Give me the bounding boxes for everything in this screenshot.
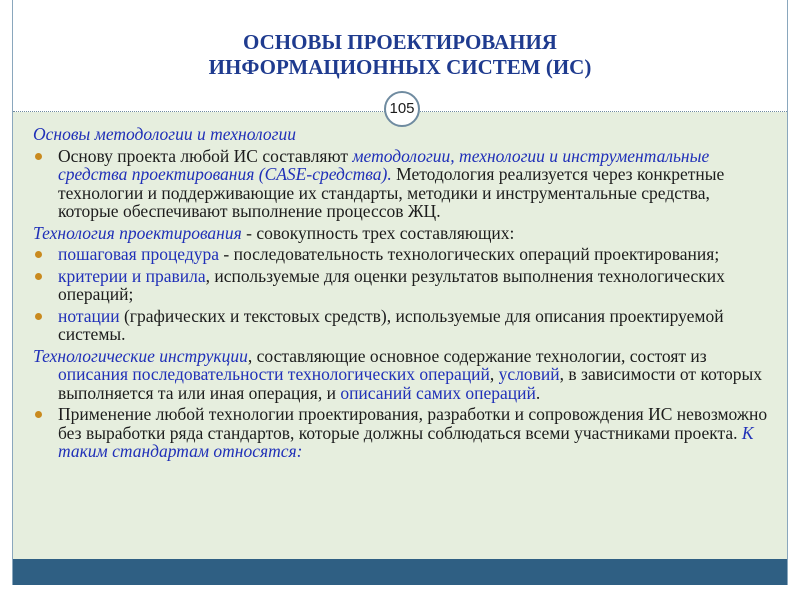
paragraph-highlight: условий <box>498 364 560 384</box>
bullet-dot-icon <box>35 313 42 320</box>
section-heading-text: Основы методологии и технологии <box>33 124 296 144</box>
bullet-highlight: критерии и правила <box>58 265 206 286</box>
bullet-text: , используемые для оценки результатов выполнения технологических операций; <box>58 265 725 304</box>
slide-title <box>12 30 788 80</box>
bullet-text: Применение любой технологии проектирования, разработки и сопровождения ИС невозможно без выработки ряда стандартов, которые должны соблюдаться всеми участниками проекта. <box>58 404 768 443</box>
bullet-item <box>33 307 768 344</box>
slide-content <box>13 112 787 559</box>
bullet-text: (графических и текстовых средств), используемые для описания проектируемой системы. <box>58 305 724 344</box>
page-number: 105 <box>389 100 415 117</box>
section-heading <box>33 125 768 144</box>
bullet-highlight: пошаговая процедура <box>58 244 220 264</box>
paragraph <box>33 347 768 403</box>
title-line-2: ИНФОРМАЦИОННЫХ СИСТЕМ (ИС) <box>208 55 592 79</box>
bullet-text: - последовательность технологических операций проектирования; <box>219 244 720 264</box>
bullet-dot-icon <box>35 153 42 160</box>
page-number-badge <box>384 91 420 127</box>
bullet-item <box>33 405 768 461</box>
paragraph-text: - совокупность трех составляющих: <box>241 222 515 243</box>
bullet-item <box>33 147 768 221</box>
paragraph-text: , в зависимости от которых выполняется та или иная операция, и <box>58 364 763 403</box>
paragraph-text: , составляющие основное содержание технологии, состоят из <box>247 345 707 366</box>
bullet-text: Основу проекта любой ИС составляют <box>58 145 353 166</box>
paragraph-emphasis: Технологические инструкции <box>33 345 248 366</box>
bullet-emphasis: К таким стандартам относятся: <box>58 422 754 461</box>
paragraph <box>33 224 768 243</box>
bottom-bar <box>13 559 787 585</box>
paragraph-text: . <box>535 382 541 403</box>
bullet-item <box>33 267 768 304</box>
bullet-dot-icon <box>35 411 42 418</box>
bullet-emphasis: методологии, технологии и инструментальные средства проектирования (CASE-средства). <box>58 145 710 184</box>
bullet-dot-icon <box>35 273 42 280</box>
bullet-dot-icon <box>35 251 42 258</box>
paragraph-highlight: описания последовательности технологических операций <box>58 364 490 384</box>
title-line-1: ОСНОВЫ ПРОЕКТИРОВАНИЯ <box>243 30 557 54</box>
content-text <box>33 125 768 464</box>
bullet-item <box>33 245 768 264</box>
paragraph-highlight: описаний самих операций <box>340 382 536 403</box>
paragraph-emphasis: Технология проектирования <box>33 222 242 243</box>
paragraph-text: , <box>489 364 499 384</box>
bullet-text: Методология реализуется через конкретные технологии и поддерживающие их стандарты, методики и инструментальные средства, которые обеспечивают выполнение процессов ЖЦ. <box>58 164 725 221</box>
bullet-highlight: нотации <box>58 305 120 326</box>
